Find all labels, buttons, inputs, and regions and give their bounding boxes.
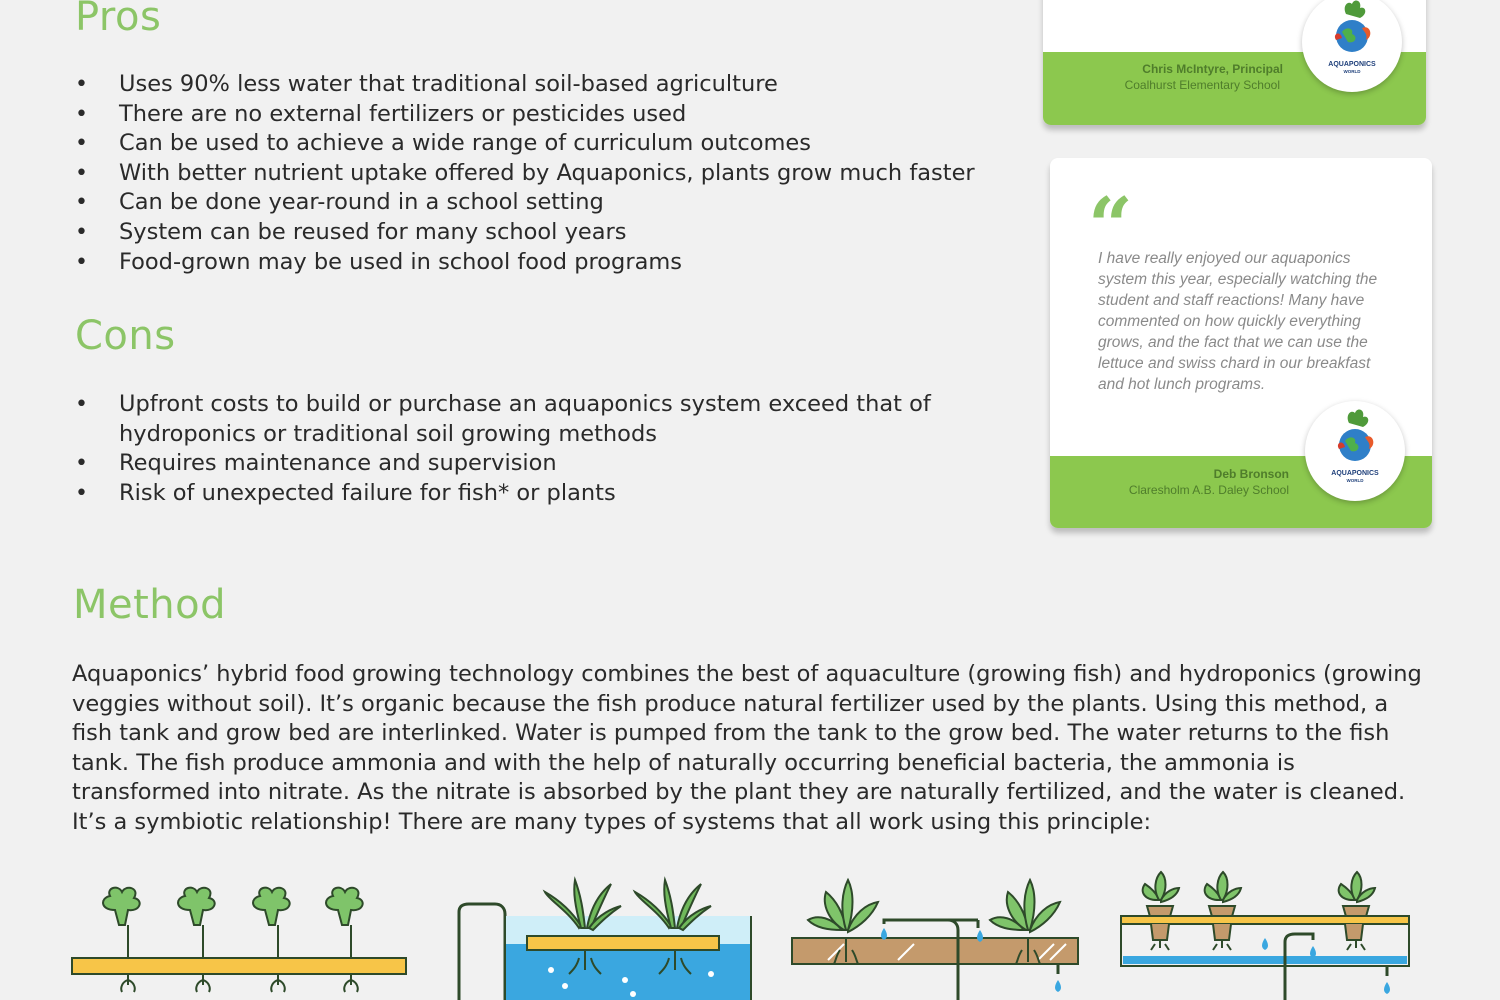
list-item: • Uses 90% less water that traditional soil-based agriculture [75,70,975,100]
globe-fish-icon [1302,0,1402,92]
testimonial-name: Deb Bronson [1213,467,1289,481]
method-paragraph: Aquaponics’ hybrid food growing technology combines the best of aquaculture (growing fish) and hydroponics (growing veggies without soil). It’s organic because the fish produce natural fertilizer used by the plants. Using this method, a fish tank and grow bed are interlinked. Water is pumped from the tank to the grow bed. The water returns to the fish tank. The fish produce ammonia and with the help of naturally occurring beneficial bacteria, the ammonia is transformed into nitrate. As the nitrate is absorbed by the plant they are naturally fertilized, and the water is cleaned. It’s a symbiotic relationship! There are many types of systems that all work using this principle: [72,661,1422,835]
testimonial-card-1 [1043,0,1426,125]
deep-water-illustration [455,870,755,1000]
list-item: • Requires maintenance and supervision [75,449,975,479]
aquaponics-world-logo [1305,401,1405,501]
list-item: • Food-grown may be used in school food programs [75,248,975,278]
list-item: • There are no external fertilizers or pesticides used [75,100,975,130]
testimonial-school: Coalhurst Elementary School [1124,78,1280,92]
list-item: • Can be done year-round in a school setting [75,188,975,218]
water-drop-icon [1055,980,1061,992]
method-heading: Method [73,582,227,628]
water-drop-icon [1310,946,1316,958]
lettuce-icon [253,888,290,992]
testimonial-school: Claresholm A.B. Daley School [1128,483,1289,497]
list-item: • Risk of unexpected failure for fish* or plants [75,479,975,509]
water-drop-icon [1384,982,1390,994]
svg-text:WORLD: WORLD [1346,478,1364,483]
cons-heading: Cons [75,313,176,359]
water-drop-icon [1262,938,1268,950]
testimonial-quote: I have really enjoyed our aquaponics system this year, especially watching the student and staff reactions! Many have commented on how quickly everything grows, and the fact that we can use the lettuce and swiss chard in our breakfast and hot lunch programs. [1098,250,1378,393]
plant-icon [990,880,1060,932]
lettuce-icon [178,888,215,992]
list-item: • System can be reused for many school years [75,218,975,248]
cons-list [75,390,975,508]
aquaponics-world-logo [1302,0,1402,92]
lettuce-icon [326,888,363,992]
water-drop-icon [977,930,983,942]
water-drop-icon [881,928,887,940]
drip-media-illustration [788,870,1088,1000]
testimonial-card-2 [1050,158,1432,528]
quote-mark-icon: “ [1088,181,1133,272]
list-item: • Can be used to achieve a wide range of curriculum outcomes [75,129,975,159]
svg-text:AQUAPONICS: AQUAPONICS [1328,61,1376,68]
list-item: • Upfront costs to build or purchase an aquaponics system exceed that of hydroponics or traditional soil growing methods [75,390,939,449]
lettuce-icon [103,888,140,992]
pros-list [75,70,975,277]
nft-system-illustration [1115,870,1415,1000]
testimonial-name: Chris McIntyre, Principal [1142,62,1283,76]
pros-heading: Pros [75,0,162,40]
list-item: • With better nutrient uptake offered by Aquaponics, plants grow much faster [75,159,975,189]
globe-fish-icon [1305,401,1405,501]
svg-text:AQUAPONICS: AQUAPONICS [1331,470,1379,477]
plant-icon [808,880,878,932]
svg-text:WORLD: WORLD [1343,69,1361,74]
raft-system-illustration [70,870,410,1000]
